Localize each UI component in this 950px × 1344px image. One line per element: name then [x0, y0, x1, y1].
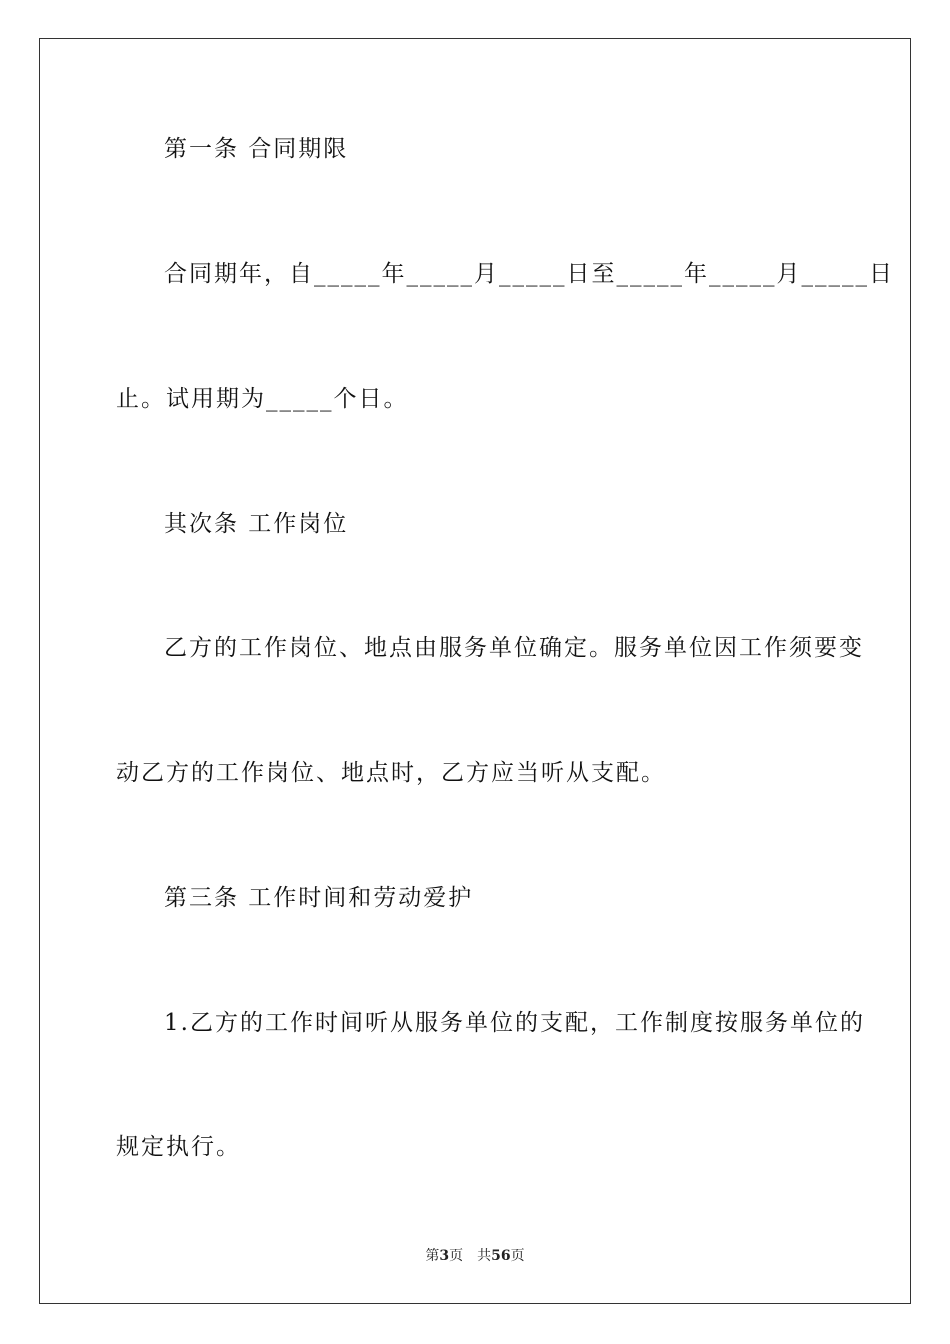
total-pages: 56	[491, 1248, 511, 1264]
page-suffix: 页	[449, 1248, 464, 1264]
section-heading-2: 其次条 工作岗位	[164, 511, 349, 537]
paragraph-line: 止。试用期为_____个日。	[116, 386, 409, 412]
total-suffix: 页	[510, 1248, 525, 1264]
page-frame	[39, 38, 911, 1304]
page-number: 3	[439, 1248, 450, 1264]
section-heading-1: 第一条 合同期限	[164, 136, 349, 162]
paragraph-line: 1.乙方的工作时间听从服务单位的支配，工作制度按服务单位的	[164, 1010, 865, 1036]
paragraph-line: 合同期年，自_____年_____月_____日至_____年_____月_____日	[164, 261, 894, 287]
section-heading-3: 第三条 工作时间和劳动爱护	[164, 885, 474, 911]
paragraph-line: 乙方的工作岗位、地点由服务单位确定。服务单位因工作须要变	[164, 635, 864, 661]
total-prefix: 共	[477, 1248, 492, 1264]
page-footer	[0, 1246, 950, 1266]
paragraph-line: 动乙方的工作岗位、地点时，乙方应当听从支配。	[116, 760, 666, 786]
paragraph-line: 规定执行。	[116, 1134, 241, 1160]
page-prefix: 第	[425, 1248, 440, 1264]
